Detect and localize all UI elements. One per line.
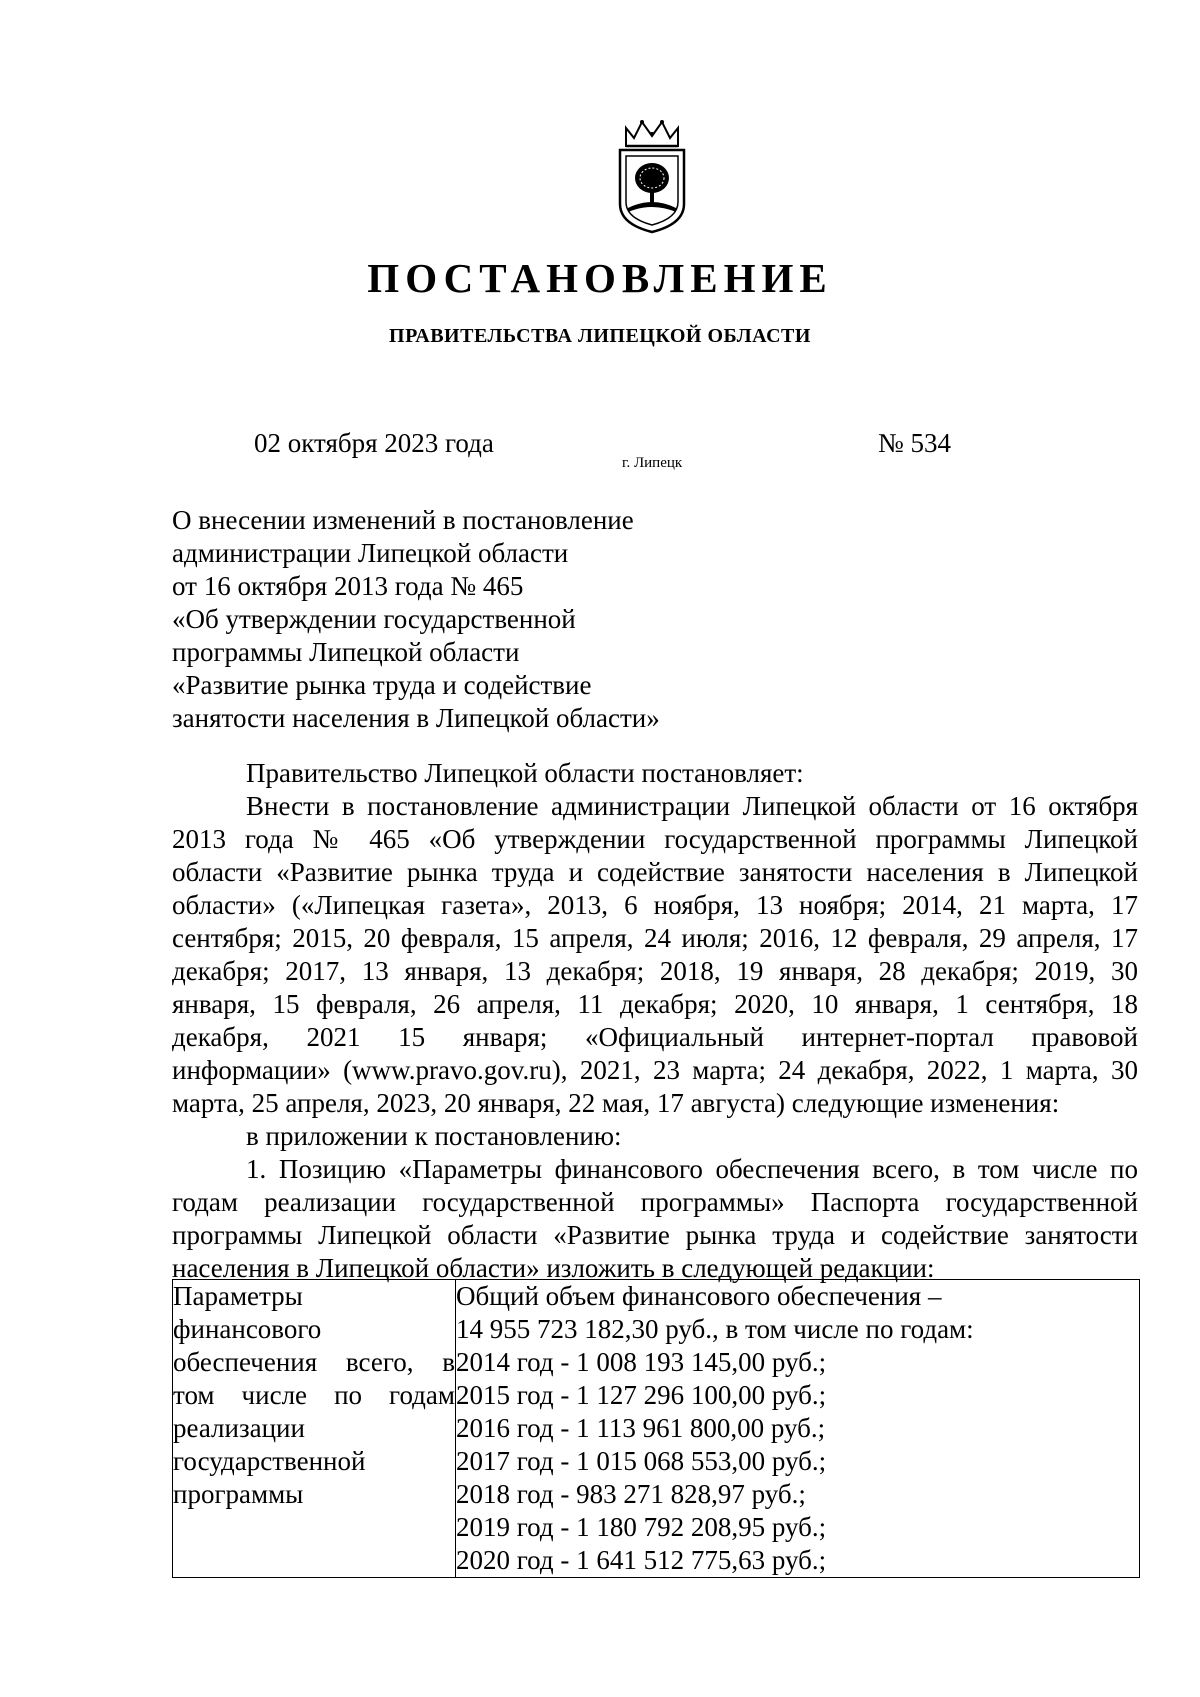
cell-line: программы (173, 1479, 304, 1509)
cell-line: 2018 год - 983 271 828,97 руб.; (456, 1479, 806, 1509)
cell-line: государственной (173, 1446, 366, 1476)
paragraph-line: информации» (www.pravo.gov.ru), 2021, 23 марта; 24 декабря, 2022, 1 марта, 30 (172, 1055, 1138, 1085)
document-heading (172, 504, 732, 735)
cell-line: 2020 год - 1 641 512 775,63 руб.; (456, 1545, 827, 1575)
paragraph-line: марта, 25 апреля, 2023, 20 января, 22 мая, 17 августа) следующие изменения: (172, 1088, 1060, 1118)
table-row (173, 1280, 1140, 1578)
cell-line: реализации (173, 1413, 305, 1443)
cell-line: обеспечения всего, в (173, 1347, 455, 1377)
heading-line: О внесении изменений в постановление (172, 505, 634, 535)
document-subtitle: ПРАВИТЕЛЬСТВА ЛИПЕЦКОЙ ОБЛАСТИ (389, 325, 811, 347)
decree-intro: Правительство Липецкой области постановляет: (246, 758, 804, 788)
cell-line: 2019 год - 1 180 792 208,95 руб.; (456, 1512, 827, 1542)
document-date: 02 октября 2023 года (254, 428, 494, 458)
cell-line: финансового (173, 1314, 322, 1344)
item-line: 1. Позицию «Параметры финансового обеспечения всего, в том числе по (246, 1154, 1138, 1184)
paragraph-line: 2013 года № 465 «Об утверждении государственной программы Липецкой (172, 824, 1138, 854)
paragraph-line: области «Развитие рынка труда и содействие занятости населения в Липецкой (172, 857, 1138, 887)
cell-line: Параметры (173, 1281, 303, 1311)
cell-line: 2017 год - 1 015 068 553,00 руб.; (456, 1446, 827, 1476)
paragraph-line: января, 15 февраля, 26 апреля, 11 декабря; 2020, 10 января, 1 сентября, 18 (172, 989, 1138, 1019)
table-cell-parameter (173, 1280, 456, 1578)
document-number: № 534 (878, 428, 952, 458)
heading-line: программы Липецкой области (172, 637, 520, 667)
appendix-line: в приложении к постановлению: (246, 1121, 622, 1151)
paragraph-line: декабря, 2021 15 января; «Официальный интернет-портал правовой (172, 1022, 1138, 1052)
cell-line: 2016 год - 1 113 961 800,00 руб.; (456, 1413, 826, 1443)
item-line: годам реализации государственной программы» Паспорта государственной (172, 1187, 1138, 1217)
heading-line: «Об утверждении государственной (172, 604, 576, 634)
paragraph-line: Внести в постановление администрации Липецкой области от 16 октября (246, 791, 1138, 821)
cell-line: 2015 год - 1 127 296 100,00 руб.; (456, 1380, 827, 1410)
heading-line: занятости населения в Липецкой области» (172, 703, 660, 733)
paragraph-line: декабря; 2017, 13 января, 13 декабря; 2018, 19 января, 28 декабря; 2019, 30 (172, 956, 1138, 986)
document-title: ПОСТАНОВЛЕНИЕ (367, 255, 833, 301)
item-line: программы Липецкой области «Развитие рынка труда и содействие занятости (172, 1220, 1138, 1250)
table-cell-value (456, 1280, 1140, 1578)
cell-line: Общий объем финансового обеспечения – (456, 1281, 942, 1311)
cell-line: том числе по годам (173, 1380, 455, 1410)
cell-line: 2014 год - 1 008 193 145,00 руб.; (456, 1347, 827, 1377)
paragraph-line: сентября; 2015, 20 февраля, 15 апреля, 24 июля; 2016, 12 февраля, 29 апреля, 17 (172, 923, 1138, 953)
item-line: населения в Липецкой области» изложить в следующей редакции: (172, 1253, 935, 1283)
heading-line: «Развитие рынка труда и содействие (172, 670, 592, 700)
heading-line: от 16 октября 2013 года № 465 (172, 571, 524, 601)
cell-line: 14 955 723 182,30 руб., в том числе по годам: (456, 1314, 974, 1344)
heading-line: администрации Липецкой области (172, 538, 569, 568)
coat-of-arms-icon (612, 116, 692, 236)
document-city: г. Липецк (622, 455, 683, 471)
financing-table (172, 1279, 1140, 1578)
paragraph-line: области» («Липецкая газета», 2013, 6 ноября, 13 ноября; 2014, 21 марта, 17 (172, 890, 1138, 920)
